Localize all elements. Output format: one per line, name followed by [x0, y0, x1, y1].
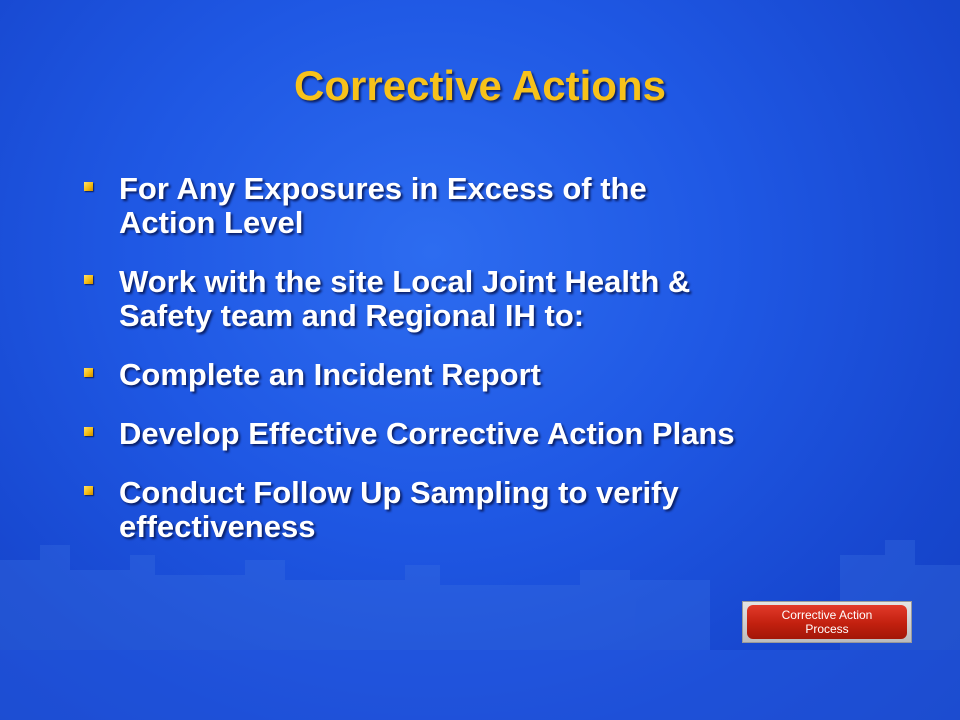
- square-bullet-icon: [84, 182, 93, 191]
- bullet-text-line1: Work with the site Local Joint Health &: [119, 264, 691, 299]
- process-button-label-line1: Corrective Action: [781, 608, 873, 622]
- bullet-list: [84, 172, 894, 569]
- bullet-text-line1: Conduct Follow Up Sampling to verify: [119, 475, 679, 510]
- bullet-text-line2: Action Level: [119, 205, 304, 240]
- square-bullet-icon: [84, 486, 93, 495]
- corrective-action-process-frame: [742, 601, 912, 643]
- bullet-text-line2: effectiveness: [119, 509, 316, 544]
- process-button-label-line2: Process: [805, 622, 849, 636]
- bullet-text-line1: For Any Exposures in Excess of the: [119, 171, 647, 206]
- bullet-item: [84, 172, 894, 240]
- bullet-item: [84, 265, 894, 333]
- corrective-action-process-button[interactable]: [747, 605, 907, 639]
- bullet-item: [84, 358, 894, 392]
- bullet-item: [84, 417, 894, 451]
- bullet-text-line1: Develop Effective Corrective Action Plans: [119, 416, 735, 451]
- square-bullet-icon: [84, 427, 93, 436]
- square-bullet-icon: [84, 368, 93, 377]
- bullet-text-line2: Safety team and Regional IH to:: [119, 298, 585, 333]
- slide-title: Corrective Actions: [294, 62, 666, 109]
- bullet-text-line1: Complete an Incident Report: [119, 357, 541, 392]
- square-bullet-icon: [84, 275, 93, 284]
- bullet-item: [84, 476, 894, 544]
